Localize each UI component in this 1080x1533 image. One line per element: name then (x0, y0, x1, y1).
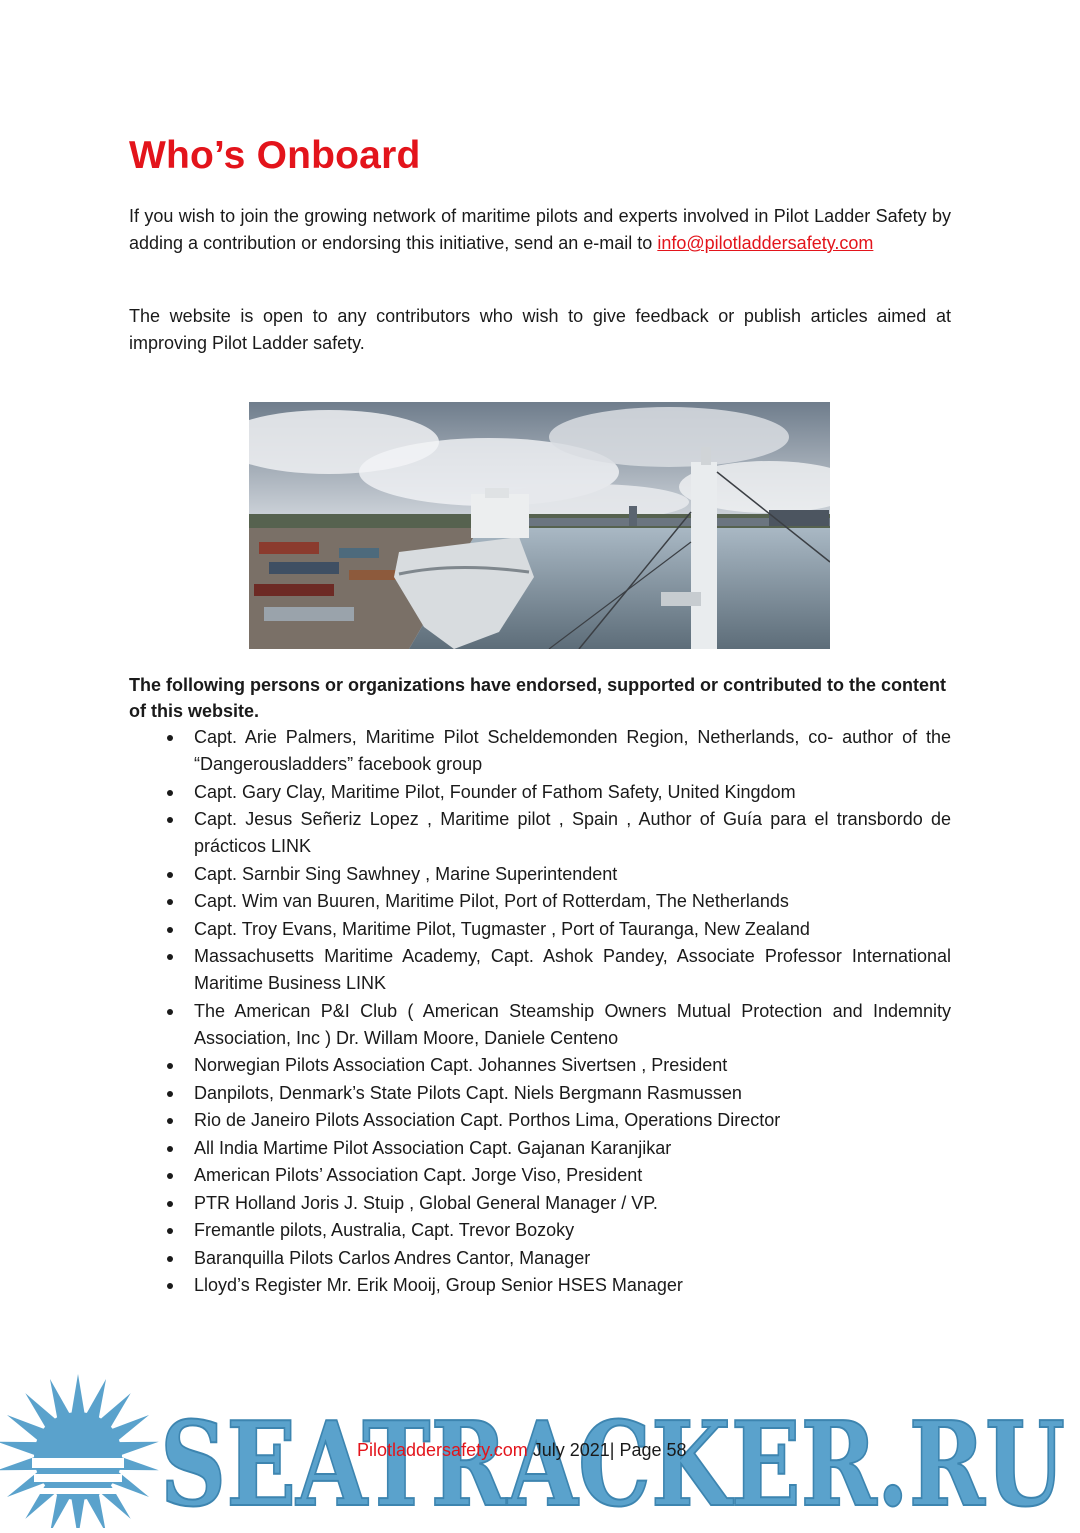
list-item: Lloyd’s Register Mr. Erik Mooij, Group Senior HSES Manager (129, 1272, 951, 1299)
footer-date-page: July 2021| Page 58 (527, 1440, 687, 1460)
intro-paragraph (129, 203, 951, 257)
list-item: Capt. Sarnbir Sing Sawhney , Marine Superintendent (129, 861, 951, 888)
list-item: Baranquilla Pilots Carlos Andres Cantor, Manager (129, 1245, 951, 1272)
intro-text: If you wish to join the growing network of maritime pilots and experts involved in Pilot Ladder Safety by adding a contribution or endorsing this initiative, send an e-mail to (129, 206, 951, 253)
endorsements-heading: The following persons or organizations have endorsed, supported or contributed to the content of this website. (129, 675, 947, 721)
list-item: Fremantle pilots, Australia, Capt. Trevor Bozoky (129, 1217, 951, 1244)
list-item: All India Martime Pilot Association Capt. Gajanan Karanjikar (129, 1135, 951, 1162)
email-link[interactable]: info@pilotladdersafety.com (657, 233, 874, 253)
sun-icon (0, 1374, 160, 1528)
page-title: Who’s Onboard (129, 134, 421, 177)
list-item: Danpilots, Denmark’s State Pilots Capt. Niels Bergmann Rasmussen (129, 1080, 951, 1107)
list-item: PTR Holland Joris J. Stuip , Global General Manager / VP. (129, 1190, 951, 1217)
list-item: Norwegian Pilots Association Capt. Johannes Sivertsen , President (129, 1052, 951, 1079)
page-footer (357, 1437, 687, 1463)
watermark-text: SEATRACKER.RU (160, 1397, 1065, 1528)
footer-site: Pilotladdersafety.com (357, 1440, 528, 1460)
list-item: The American P&I Club ( American Steamship Owners Mutual Protection and Indemnity Association, Inc ) Dr. Willam Moore, Daniele Centeno (129, 998, 951, 1052)
list-item: Rio de Janeiro Pilots Association Capt. Porthos Lima, Operations Director (129, 1107, 951, 1134)
website-paragraph: The website is open to any contributors who wish to give feedback or publish articles aimed at improving Pilot Ladder safety. (129, 306, 951, 353)
endorsement-list (129, 724, 951, 1300)
list-item: American Pilots’ Association Capt. Jorge Viso, President (129, 1162, 951, 1189)
harbour-photo (249, 402, 830, 649)
list-item: Capt. Gary Clay, Maritime Pilot, Founder of Fathom Safety, United Kingdom (129, 779, 951, 806)
list-item: Capt. Wim van Buuren, Maritime Pilot, Port of Rotterdam, The Netherlands (129, 888, 951, 915)
list-item: Massachusetts Maritime Academy, Capt. Ashok Pandey, Associate Professor International Maritime Business LINK (129, 943, 951, 997)
list-item: Capt. Troy Evans, Maritime Pilot, Tugmaster , Port of Tauranga, New Zealand (129, 916, 951, 943)
list-item: Capt. Jesus Señeriz Lopez , Maritime pilot , Spain , Author of Guía para el transbordo de prácticos LINK (129, 806, 951, 860)
list-item: Capt. Arie Palmers, Maritime Pilot Scheldemonden Region, Netherlands, co- author of the “Dangerousladders” facebook group (129, 724, 951, 778)
